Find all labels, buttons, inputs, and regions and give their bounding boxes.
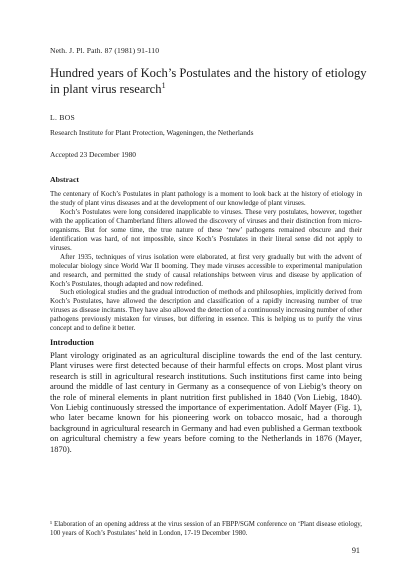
accepted-date: Accepted 23 December 1980 bbox=[50, 150, 136, 159]
introduction-paragraph: Plant virology originated as an agricultural discipline towards the end of the last century. Plant viruses were first detected because of their harmful effects on crops. Most plant virus research is still in agricultural research institutions. Such institutions first came into being around the middle of last century in Germany as a consequence of von Liebig’s theory on the role of mineral elements in plant nutrition first published in 1840 (Von Liebig, 1840). Von Liebig continuously stressed the importance of experimentation. Adolf Mayer (Fig. 1), who later became known for his pioneering work on tobacco mosaic, had a thorough background in agricultural research in Germany and had even published a German textbook on agricultural chemistry a few years before coming to the Netherlands in 1876 (Mayer, 1870). bbox=[50, 350, 362, 454]
article-title bbox=[50, 66, 370, 97]
abstract-paragraph-4: Such etiological studies and the gradual introduction of methods and philosophies, implicitly derived from Koch’s Postulates, have allowed the description and classification of a rapidly increasing number of true viruses as disease incitants. They have also allowed the detection of a continuously increasing number of other pathogens previously mistaken for viruses, but differing in essence. This is helping us to purify the virus concept and to define it better. bbox=[50, 288, 362, 333]
introduction-heading: Introduction bbox=[50, 338, 94, 347]
abstract-paragraph-2: Koch’s Postulates were long considered inapplicable to viruses. These very postulates, however, together with the application of Chamberland filters allowed the discovery of viruses and their distinction from micro-organisms. But for some time, the true nature of these ‘new’ pathogens remained obscure and their identification was hard, of not impossible, since Koch’s Postulates in their literal sense did not apply to viruses. bbox=[50, 207, 362, 252]
page-number: 91 bbox=[351, 546, 360, 555]
footnote bbox=[50, 521, 362, 539]
footnote-text: ¹ Elaboration of an opening address at the virus session of an FBPP/SGM conference on ‘Plant disease etiology, 100 years of Koch’s Postulates’ held in London, 17-19 December 1980. bbox=[50, 521, 362, 537]
introduction-body bbox=[50, 350, 362, 454]
journal-reference: Neth. J. Pl. Path. 87 (1981) 91-110 bbox=[50, 46, 160, 55]
abstract-paragraph-1: The centenary of Koch’s Postulates in plant pathology is a moment to look back at the history of etiology in the study of plant virus diseases and at the development of our knowledge of plant viruses. bbox=[50, 190, 362, 207]
author-name: L. BOS bbox=[50, 113, 76, 122]
abstract-body bbox=[50, 190, 362, 333]
article-title-text: Hundred years of Koch’s Postulates and the history of etiology in plant virus research bbox=[50, 66, 367, 96]
title-footnote-mark: 1 bbox=[161, 80, 166, 90]
abstract-heading: Abstract bbox=[50, 175, 80, 184]
author-affiliation: Research Institute for Plant Protection, Wageningen, the Netherlands bbox=[50, 128, 254, 137]
abstract-paragraph-3: After 1935, techniques of virus isolation were elaborated, at first very gradually but with the advent of molecular biology since World War II booming. They made viruses accessible to experimental manipulation and research, and permitted the study of causal relationships between virus and disease by application of Koch’s Postulates, though adapted and now redefined. bbox=[50, 252, 362, 288]
